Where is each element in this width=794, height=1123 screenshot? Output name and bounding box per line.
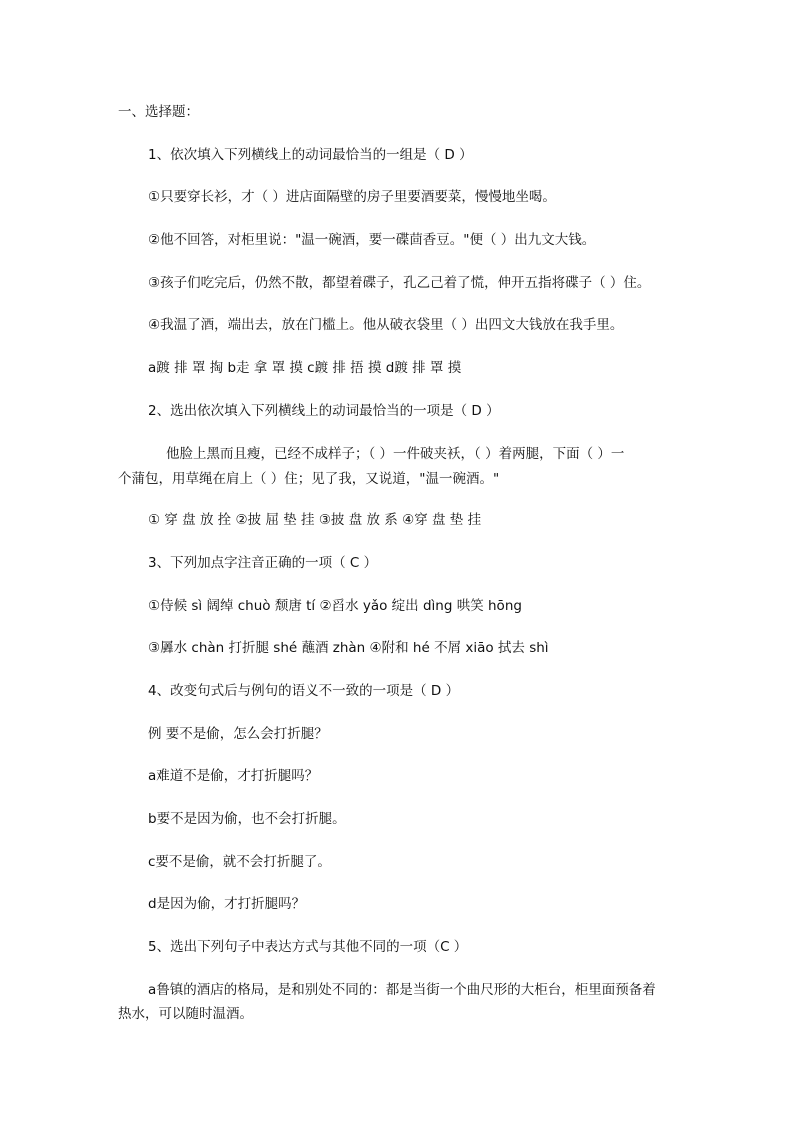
question-2-passage-line-2: 个蒲包，用草绳在肩上（ ）住；见了我，又说道，"温一碗酒。"	[118, 471, 500, 487]
question-5-option-a-line-2: 热水，可以随时温酒。	[118, 1006, 253, 1022]
question-2-passage-line-1: 他脸上黑而且瘦，已经不成样子；（ ）一件破夹袄，（ ）着两腿，下面（ ）一	[166, 446, 625, 462]
question-1-sentence-3: ③孩子们吃完后，仍然不散，都望着碟子，孔乙己着了慌，伸开五指将碟子（ ）住。	[148, 275, 651, 291]
question-4-stem: 4、改变句式后与例句的语义不一致的一项是（ D ）	[148, 683, 460, 699]
question-2-stem: 2、选出依次填入下列横线上的动词最恰当的一项是（ D ）	[148, 403, 500, 419]
question-4-option-b: b要不是因为偷，也不会打折腿。	[148, 811, 346, 827]
question-1-sentence-4: ④我温了酒，端出去，放在门槛上。他从破衣袋里（ ）出四文大钱放在我手里。	[148, 317, 624, 333]
question-4-example: 例 要不是偷，怎么会打折腿？	[148, 726, 328, 742]
question-4-option-a: a难道不是偷，才打折腿吗？	[148, 768, 319, 784]
question-1-sentence-2: ②他不回答，对柜里说："温一碗酒，要一碟茴香豆。"便（ ）出九文大钱。	[148, 232, 596, 248]
question-2-options: ① 穿 盘 放 拴 ②披 屈 垫 挂 ③披 盘 放 系 ④穿 盘 垫 挂	[148, 512, 482, 528]
question-5-option-a-line-1: a鲁镇的酒店的格局，是和别处不同的：都是当街一个曲尺形的大柜台，柜里面预备着	[148, 982, 656, 998]
question-3-row-1: ①侍候 sì 阔绰 chuò 颓唐 tí ②舀水 yǎo 绽出 dìng 哄笑 hōng	[148, 598, 522, 614]
question-1-sentence-1: ①只要穿长衫，才（ ）进店面隔壁的房子里要酒要菜，慢慢地坐喝。	[148, 189, 556, 205]
question-1-stem: 1、依次填入下列横线上的动词最恰当的一组是（ D ）	[148, 147, 473, 163]
question-1-options: a踱 排 罩 掏 b走 拿 罩 摸 c踱 排 捂 摸 d踱 排 罩 摸	[148, 360, 462, 376]
question-4-option-d: d是因为偷，才打折腿吗？	[148, 896, 306, 912]
question-3-stem: 3、下列加点字注音正确的一项（ C ）	[148, 555, 378, 571]
question-5-stem: 5、选出下列句子中表达方式与其他不同的一项（C ）	[148, 939, 468, 955]
question-3-row-2: ③羼水 chàn 打折腿 shé 蘸酒 zhàn ④附和 hé 不屑 xiāo 拭去 shì	[148, 640, 549, 656]
question-4-option-c: c要不是偷，就不会打折腿了。	[148, 854, 331, 870]
section-title: 一、选择题：	[118, 104, 199, 120]
